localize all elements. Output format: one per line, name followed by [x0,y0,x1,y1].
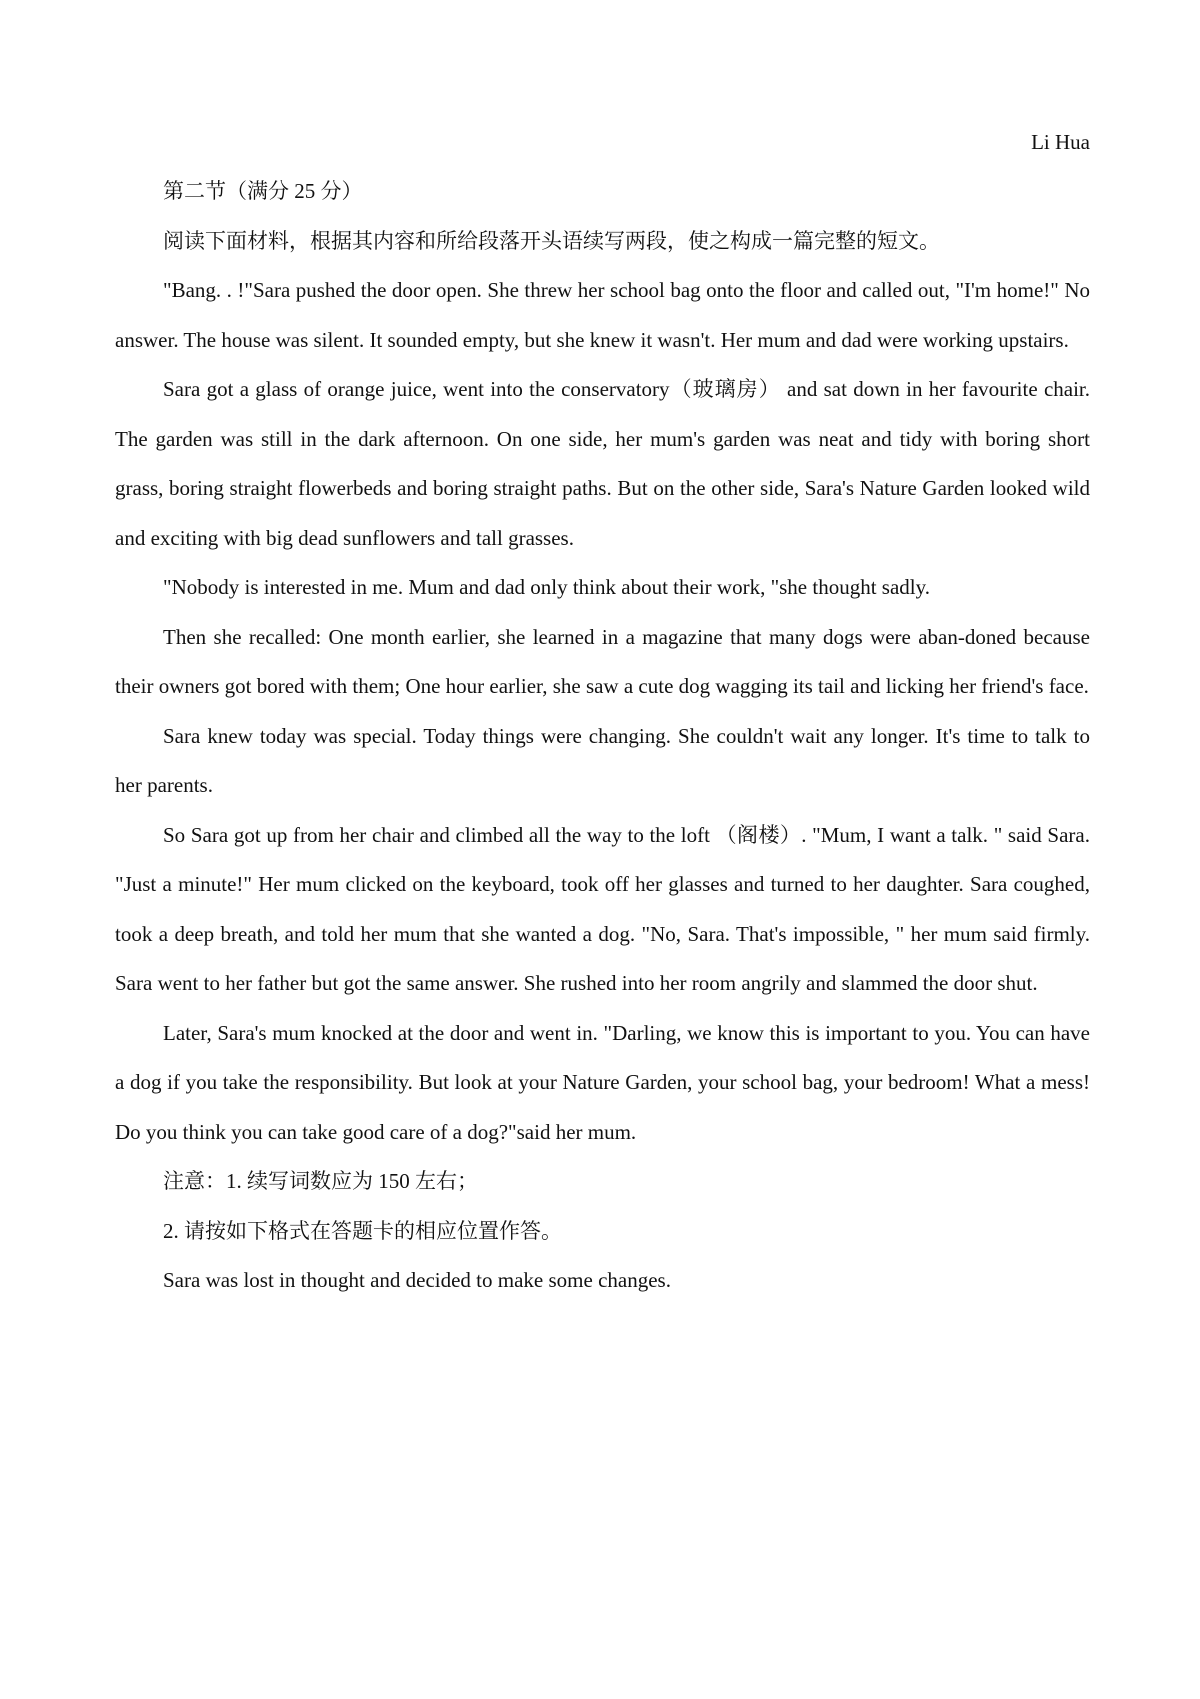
note-answer-format: 2. 请按如下格式在答题卡的相应位置作答。 [163,1218,562,1243]
task-instruction: 阅读下面材料，根据其内容和所给段落开头语续写两段，使之构成一篇完整的短文。 [163,228,940,253]
story-paragraph: Then she recalled: One month earlier, she learned in a magazine that many dogs were aban-doned because their owners got bored with them; One hour earlier, she saw a cute dog wagging its tail and licking her friend's face. [115,624,1090,698]
section-heading: 第二节（满分 25 分） [163,179,363,203]
note-word-count: 注意：1. 续写词数应为 150 左右； [163,1169,478,1193]
story-paragraph: Sara knew today was special. Today things were changing. She couldn't wait any longer. It's time to talk to her parents. [115,723,1090,797]
continuation-opening-line: Sara was lost in thought and decided to make some changes. [163,1268,671,1292]
story-paragraph: Sara got a glass of orange juice, went into the conservatory（玻璃房） and sat down in her favourite chair. The garden was still in the dark afternoon. On one side, her mum's garden was neat and tidy with boring short grass, boring straight flowerbeds and boring straight paths. But on the other side, Sara's Nature Garden looked wild and exciting with big dead sunflowers and tall grasses. [115,377,1090,550]
story-paragraph: "Bang. . !"Sara pushed the door open. She threw her school bag onto the floor and called out, "I'm home!" No answer. The house was silent. It sounded empty, but she knew it wasn't. Her mum and dad were working upstairs. [115,278,1090,352]
author-name: Li Hua [1031,130,1090,154]
story-paragraph: Later, Sara's mum knocked at the door and went in. "Darling, we know this is important to you. You can have a dog if you take the responsibility. But look at your Nature Garden, your school bag, your bedroom! What a mess! Do you think you can take good care of a dog?"said her mum. [115,1020,1090,1144]
story-paragraph: "Nobody is interested in me. Mum and dad only think about their work, "she thought sadly. [163,575,931,599]
story-paragraph: So Sara got up from her chair and climbed all the way to the loft （阁楼）. "Mum, I want a talk. " said Sara. "Just a minute!" Her mum clicked on the keyboard, took off her glasses and turned to her daughter. Sara coughed, took a deep breath, and told her mum that she wanted a dog. "No, Sara. That's impossible, " her mum said firmly. Sara went to her father but got the same answer. She rushed into her room angrily and slammed the door shut. [115,822,1090,995]
